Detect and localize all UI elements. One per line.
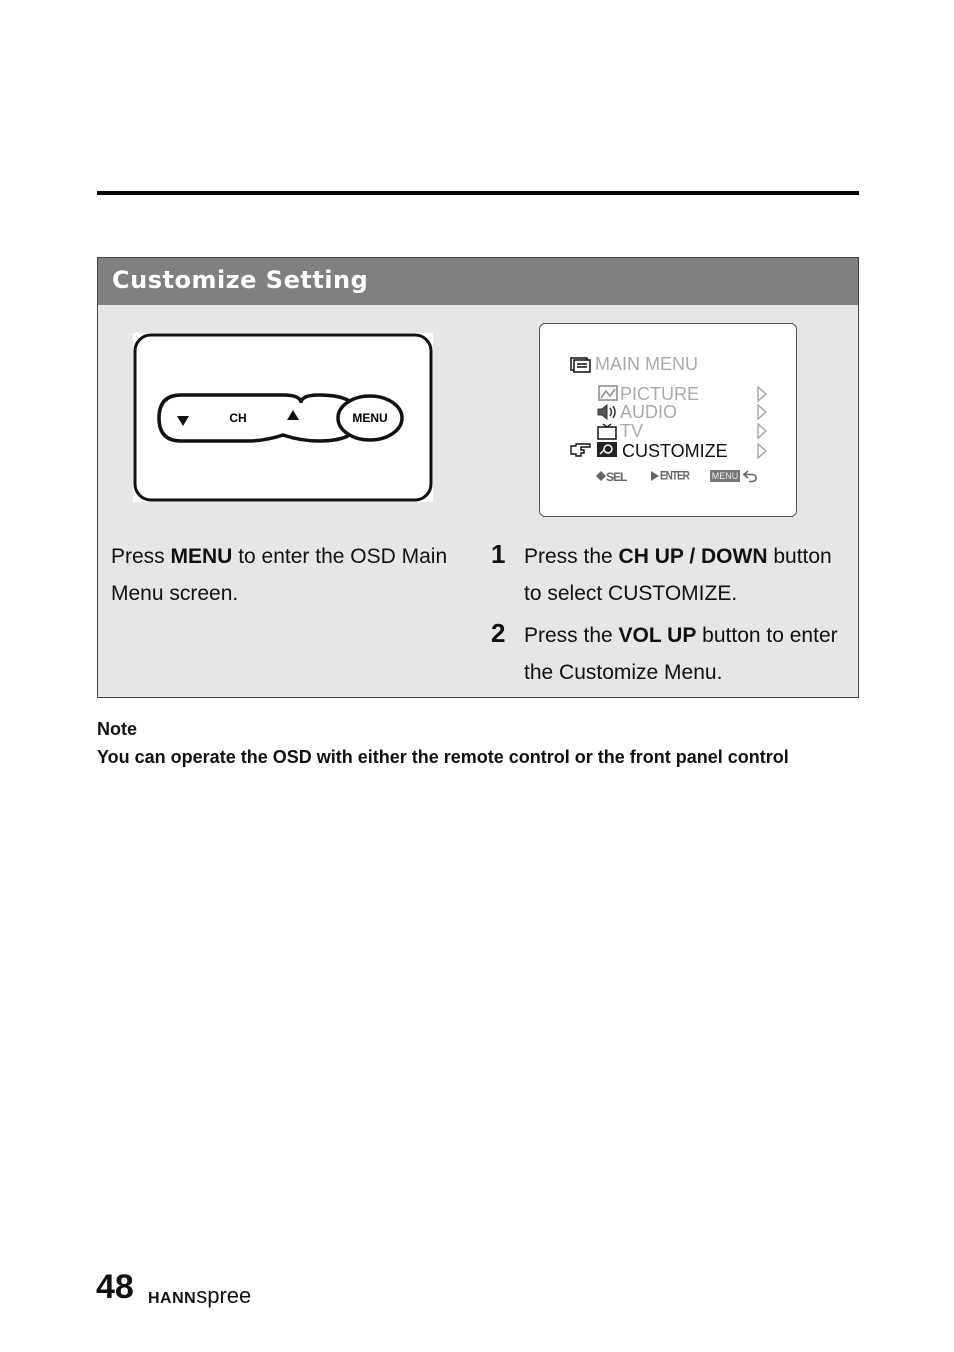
tv-icon — [597, 423, 617, 440]
osd-footer-enter: ENTER — [660, 469, 689, 484]
note-heading: Note — [97, 719, 137, 739]
picture-icon — [598, 385, 618, 401]
top-rule — [97, 191, 859, 195]
step-2-number: 2 — [491, 618, 506, 648]
ch-label: CH — [229, 411, 247, 425]
osd-item-tv[interactable]: TV — [620, 421, 644, 441]
note-body: You can operate the OSD with either the remote control or the front panel control — [97, 747, 789, 767]
step-2-text: Press the VOL UP button to enter the Customize Menu. — [524, 624, 838, 684]
up-down-icon — [596, 471, 606, 481]
customize-icon — [596, 441, 618, 458]
return-arrow-icon — [743, 470, 757, 483]
menu-button-label: MENU — [352, 411, 388, 425]
menu-button[interactable] — [338, 396, 402, 440]
osd-footer-sel: SEL — [606, 470, 627, 484]
osd-item-audio[interactable]: AUDIO — [620, 402, 678, 422]
pointing-hand-icon — [570, 443, 592, 458]
page-number: 48 — [96, 1268, 134, 1306]
osd-title: MAIN MENU — [595, 354, 698, 374]
osd-item-picture[interactable]: PICTURE — [620, 384, 700, 404]
menu-key: MENU — [170, 545, 233, 568]
play-icon — [651, 471, 659, 481]
osd-main-menu — [539, 323, 797, 517]
chevron-right-icon — [756, 386, 768, 402]
ch-rocker-button[interactable] — [159, 395, 359, 441]
front-panel-illustration — [133, 333, 433, 502]
ch-up-down-key: CH UP / DOWN — [618, 545, 768, 568]
left-instruction: Press MENU to enter the OSD Main Menu screen. — [111, 545, 448, 605]
osd-item-customize[interactable]: CUSTOMIZE — [622, 441, 728, 461]
speaker-icon — [596, 404, 618, 420]
osd-footer-menu: MENU — [711, 471, 739, 481]
step-1-text: Press the CH UP / DOWN button to select CUSTOMIZE. — [524, 545, 832, 605]
brand-logo: HANNspree — [148, 1283, 252, 1308]
section-header — [98, 258, 858, 305]
main-menu-icon — [570, 357, 592, 373]
customize-setting-section — [97, 257, 859, 698]
step-1-number: 1 — [491, 539, 506, 569]
chevron-right-icon — [756, 404, 768, 420]
vol-up-key: VOL UP — [618, 624, 697, 647]
chevron-right-icon — [756, 423, 768, 439]
section-title: Customize Setting — [112, 266, 369, 294]
chevron-right-icon — [756, 443, 768, 459]
